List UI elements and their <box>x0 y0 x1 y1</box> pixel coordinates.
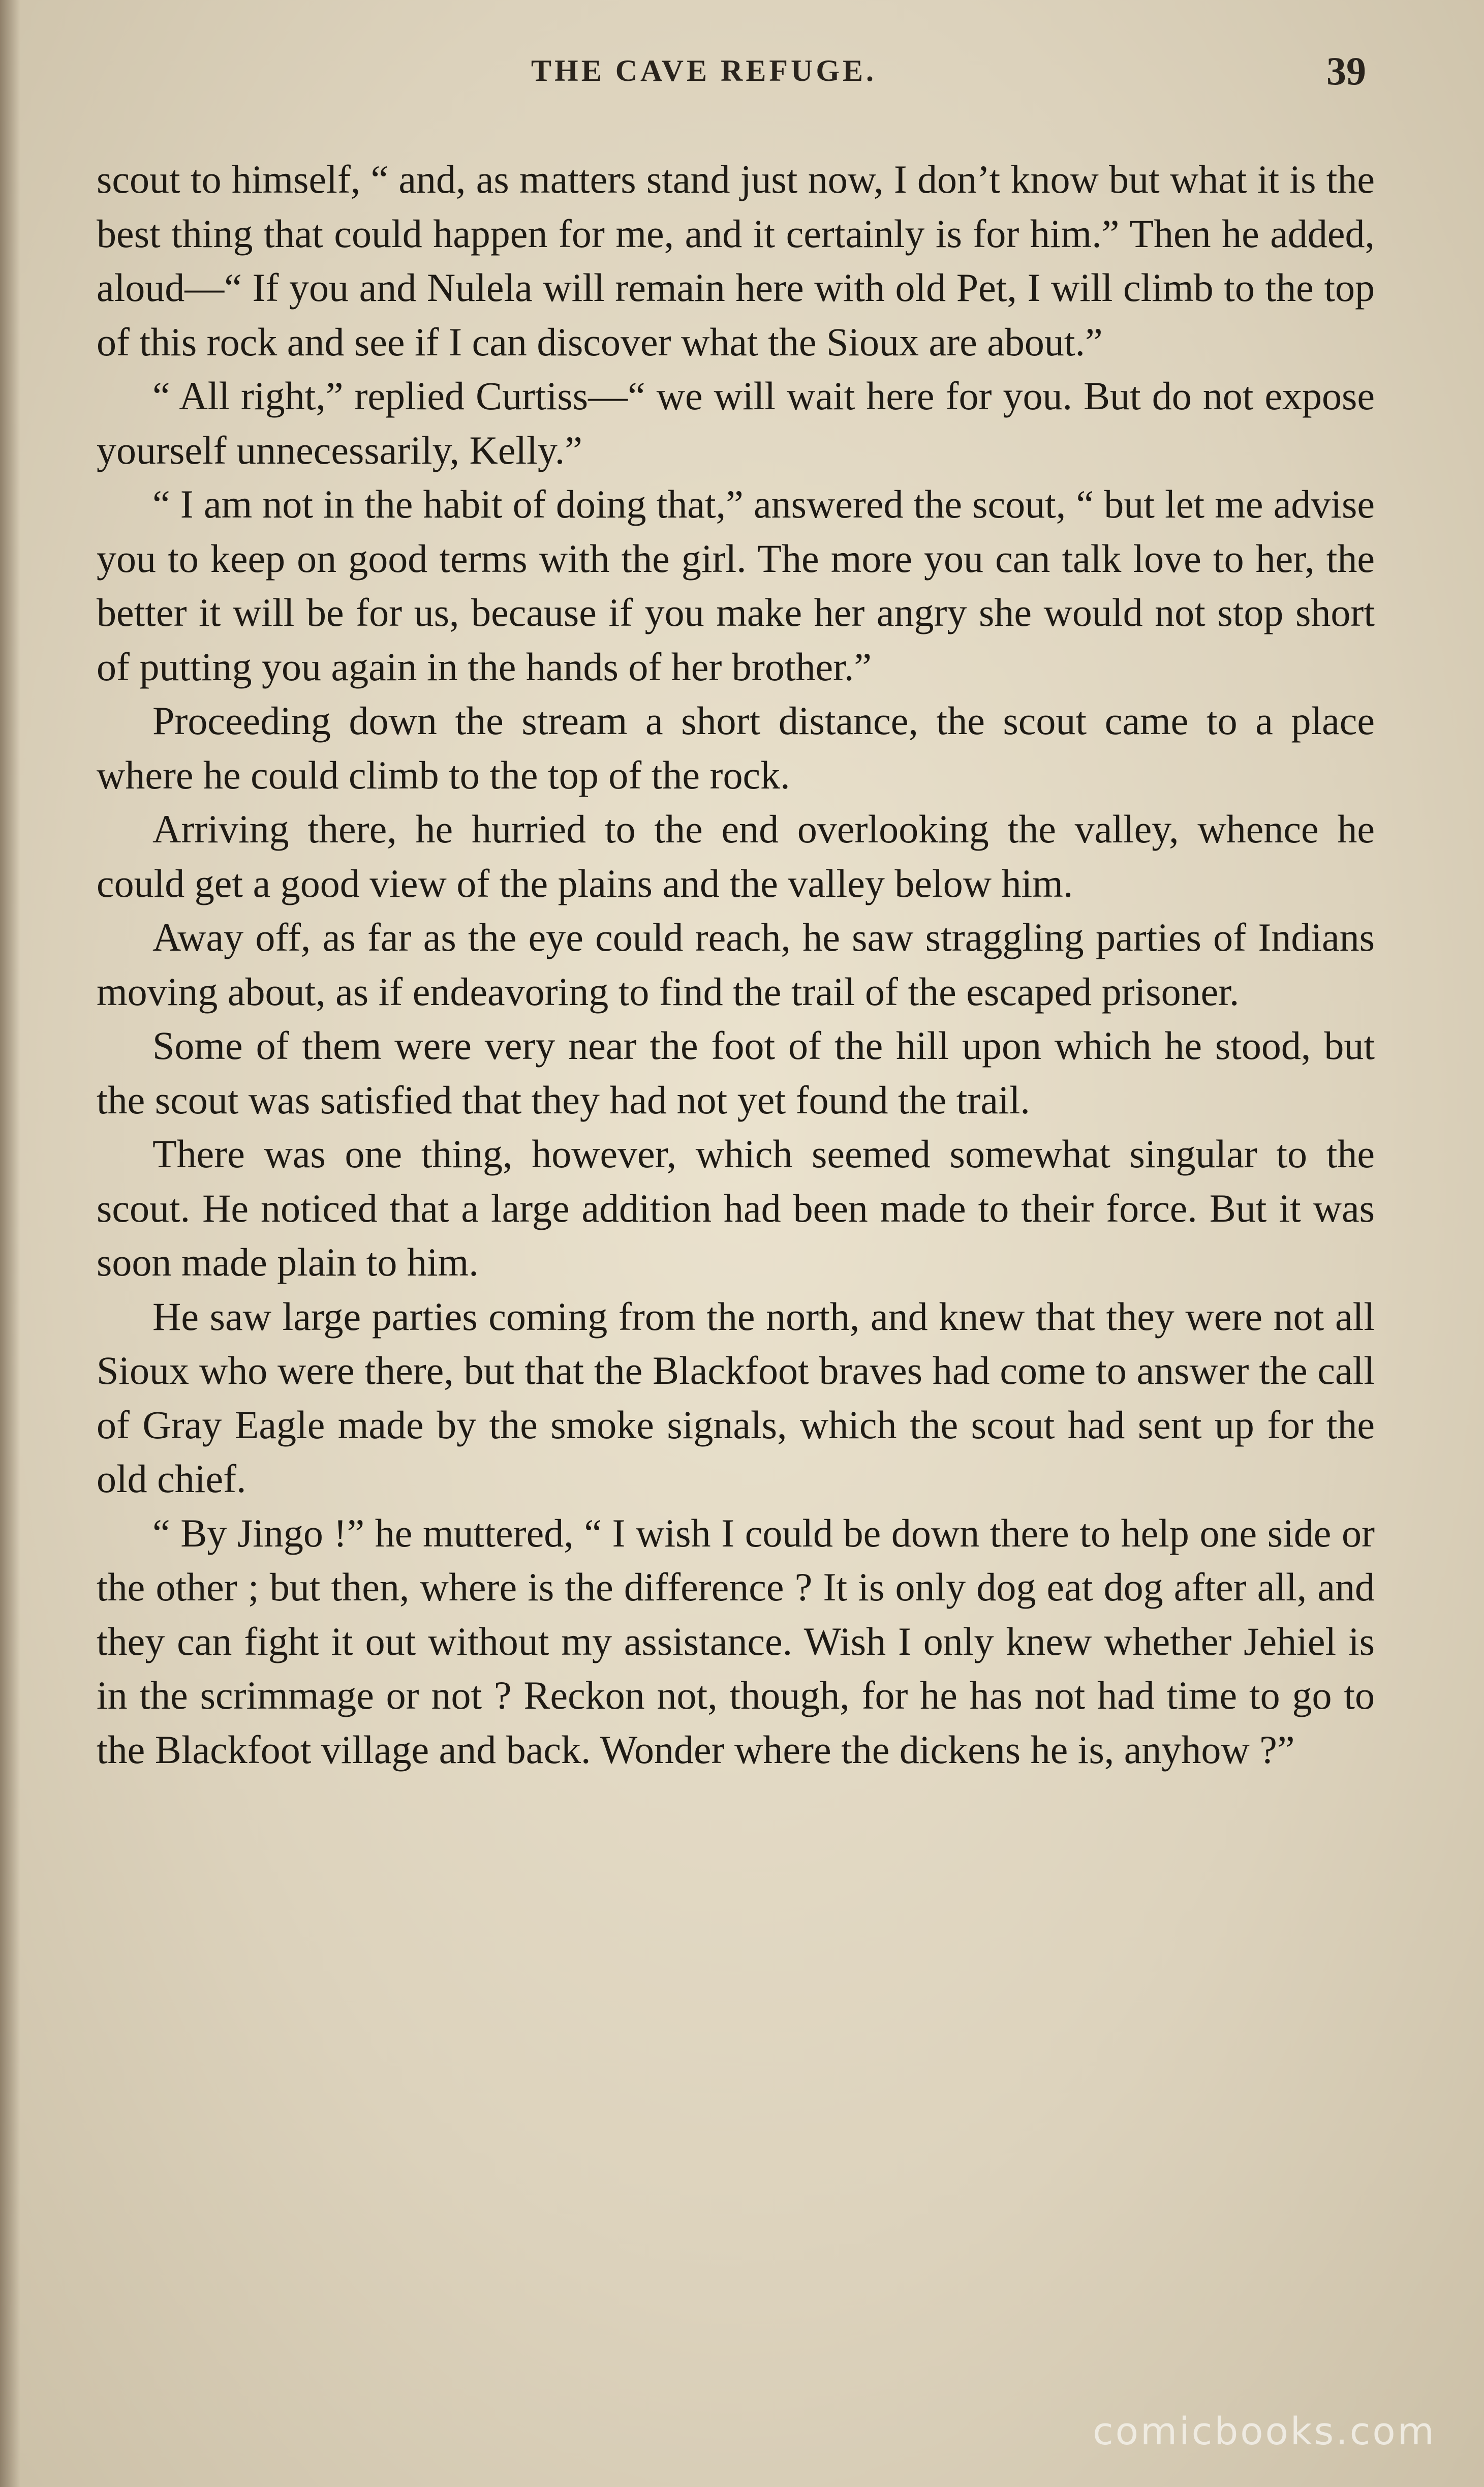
paragraph: He saw large parties coming from the north, and knew that they were not all Sioux who were there, but that the Blackfoot braves had come to answer the call of Gray Eagle made by the smoke signals, which the scout had sent up for the old chief. <box>97 1294 1375 1501</box>
page-header <box>0 48 1484 94</box>
page-edge-shadow <box>0 0 20 2487</box>
paragraph: “ All right,” replied Curtiss—“ we will wait here for you. But do not expose yourself unnecessarily, Kelly.” <box>97 374 1375 472</box>
running-head: THE CAVE REFUGE. <box>531 54 877 87</box>
page-number: 39 <box>1326 49 1366 93</box>
paragraph: Some of them were very near the foot of the hill upon which he stood, but the scout was satisfied that they had not yet found the trail. <box>97 1023 1375 1122</box>
paragraph-continuation: scout to himself, “ and, as matters stand just now, I don’t know but what it is the best thing that could happen for me, and it certainly is for him.” Then he added, aloud—“ If you and Nulela will remain here with old Pet, I will climb to the top of this rock and see if I can discover what the Sioux are about.” <box>97 157 1375 364</box>
paragraph: Proceeding down the stream a short distance, the scout came to a place where he could climb to the top of the rock. <box>97 699 1375 797</box>
paragraph: Away off, as far as the eye could reach, he saw straggling parties of Indians moving about, as if endeavoring to find the trail of the escaped prisoner. <box>97 915 1375 1014</box>
body-text <box>97 153 1375 1777</box>
paragraph: There was one thing, however, which seemed somewhat singular to the scout. He noticed that a large addition had been made to their force. But it was soon made plain to him. <box>97 1132 1375 1284</box>
paragraph: Arriving there, he hurried to the end overlooking the valley, whence he could get a good view of the plains and the valley below him. <box>97 807 1375 905</box>
watermark: comicbooks.com <box>1093 2410 1436 2453</box>
paragraph: “ I am not in the habit of doing that,” answered the scout, “ but let me advise you to keep on good terms with the girl. The more you can talk love to her, the better it will be for us, because if you make her angry she would not stop short of putting you again in the hands of her brother.” <box>97 482 1375 689</box>
paragraph: “ By Jingo !” he muttered, “ I wish I could be down there to help one side or the other ; but then, where is the difference ? It is only dog eat dog after all, and they can fight it out without my assistance. Wish I only knew whether Jehiel is in the scrimmage or not ? Reckon not, though, for he has not had time to go to the Blackfoot village and back. Wonder where the dickens he is, anyhow ?” <box>97 1510 1375 1772</box>
